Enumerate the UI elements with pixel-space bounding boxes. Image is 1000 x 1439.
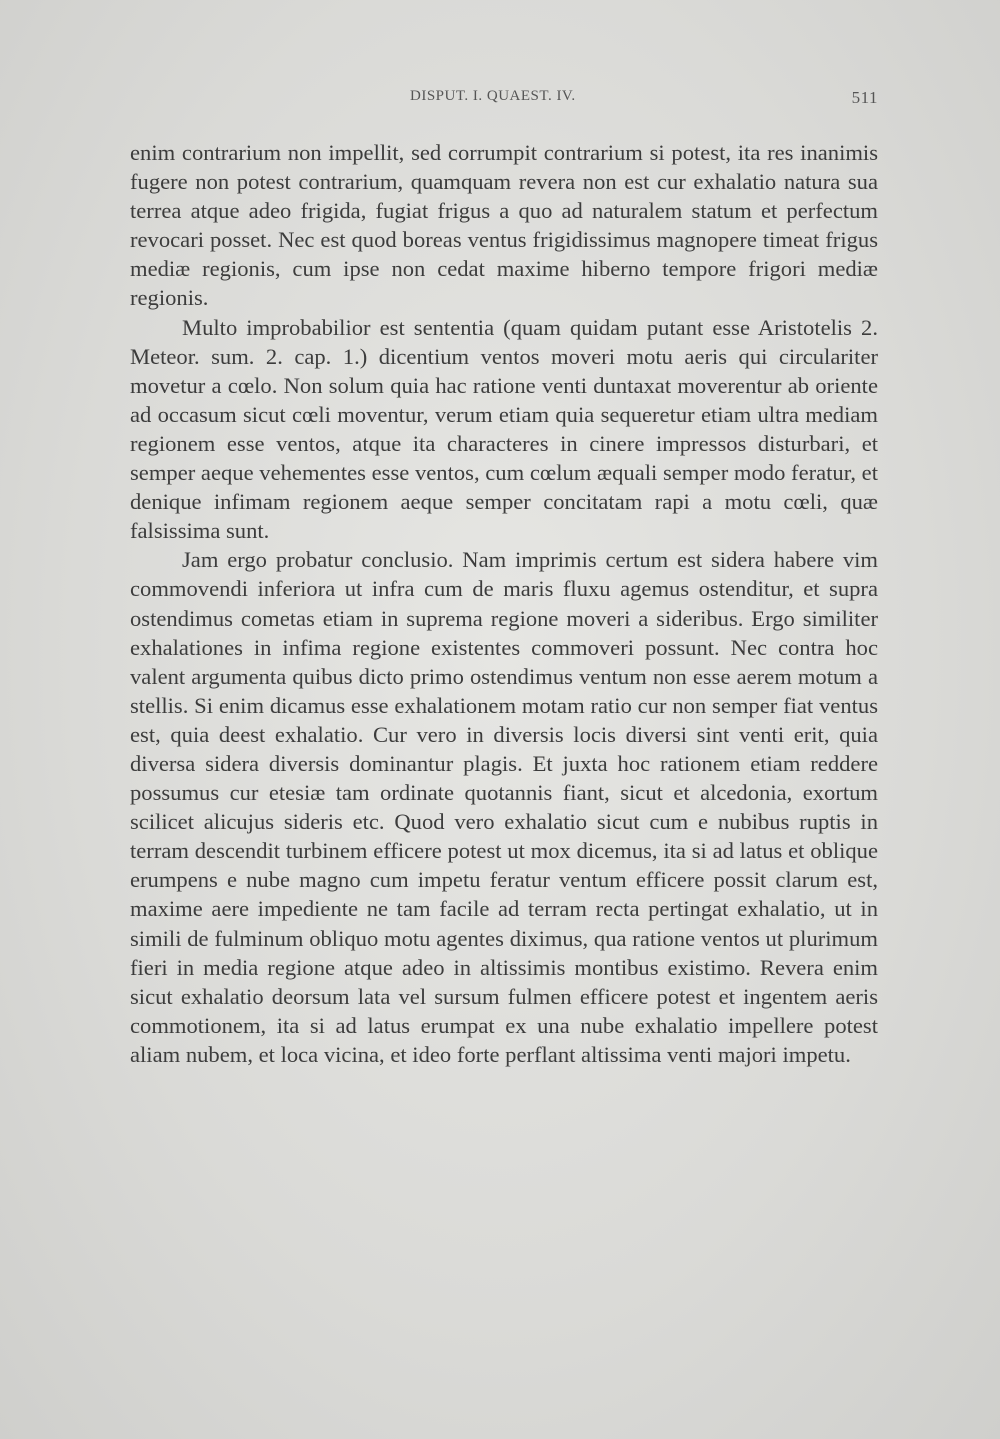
page-number: 511 [851, 88, 878, 107]
paragraph-2: Multo improbabilior est sententia (quam quidam putant esse Aristotelis 2. Meteor. sum. 2. cap. 1.) dicentium ventos moveri motu aeris qui circulariter movetur a cœlo. Non solum quia hac ratione venti duntaxat moverentur ab oriente ad occasum sicut cœli moventur, verum etiam quia sequeretur etiam ultra mediam regionem esse ventos, atque ita characteres in cinere impressos disturbari, et semper aeque vehementes esse ventos, cum cœlum æquali semper modo feratur, et denique infimam regionem aeque semper concitatam rapi a motu cœli, quæ falsissima sunt. [130, 314, 878, 544]
paragraph-1: enim contrarium non impellit, sed corrumpit contrarium si potest, ita res inanimis fugere non potest contrarium, quamquam revera non est cur exhalatio natura sua terrea atque adeo frigida, fugiat frigus a quo ad naturalem statum et perfectum revocari posset. Nec est quod boreas ventus frigidissimus magnopere timeat frigus mediæ regionis, cum ipse non cedat maxime hiberno tempore frigori mediæ regionis. [130, 140, 878, 311]
running-header [130, 88, 878, 114]
paragraph-3: Jam ergo probatur conclusio. Nam imprimis certum est sidera habere vim commovendi inferiora ut infra cum de maris fluxu agemus ostenditur, et supra ostendimus cometas etiam in suprema regione moveri a sideribus. Ergo similiter exhalationes in infima regione existentes commoveri possunt. Nec contra hoc valent argumenta quibus dicto primo ostendimus ventum non esse aerem motum a stellis. Si enim dicamus esse exhalationem motam ratio cur non semper fiat ventus est, quia deest exhalatio. Cur vero in diversis locis diversi sint venti erit, quia diversa sidera diversis dominantur plagis. Et juxta hoc rationem etiam reddere possumus cur etesiæ tam ordinate quotannis fiant, sicut et alcedonia, exortum scilicet alicujus sideris etc. Quod vero exhalatio sicut cum e nubibus ruptis in terram descendit turbinem efficere potest ut mox dicemus, ita si ad latus et oblique erumpens e nube magno cum impetu feratur ventum efficere possit clarum est, maxime aere impediente ne tam facile ad terram recta pertingat exhalatio, ut in simili de fulminum obliquo motu agentes diximus, qua ratione ventos ut plurimum fieri in media regione atque adeo in altissimis montibus existimo. Revera enim sicut exhalatio deorsum lata vel sursum fulmen efficere potest et ingentem aeris commotionem, ita si ad latus erumpat ex una nube exhalatio impellere potest aliam nubem, et loca vicina, et ideo forte perflant altissima venti majori impetu. [130, 547, 878, 1067]
body-text [130, 138, 878, 1069]
running-title: DISPUT. I. QUAEST. IV. [410, 88, 576, 104]
